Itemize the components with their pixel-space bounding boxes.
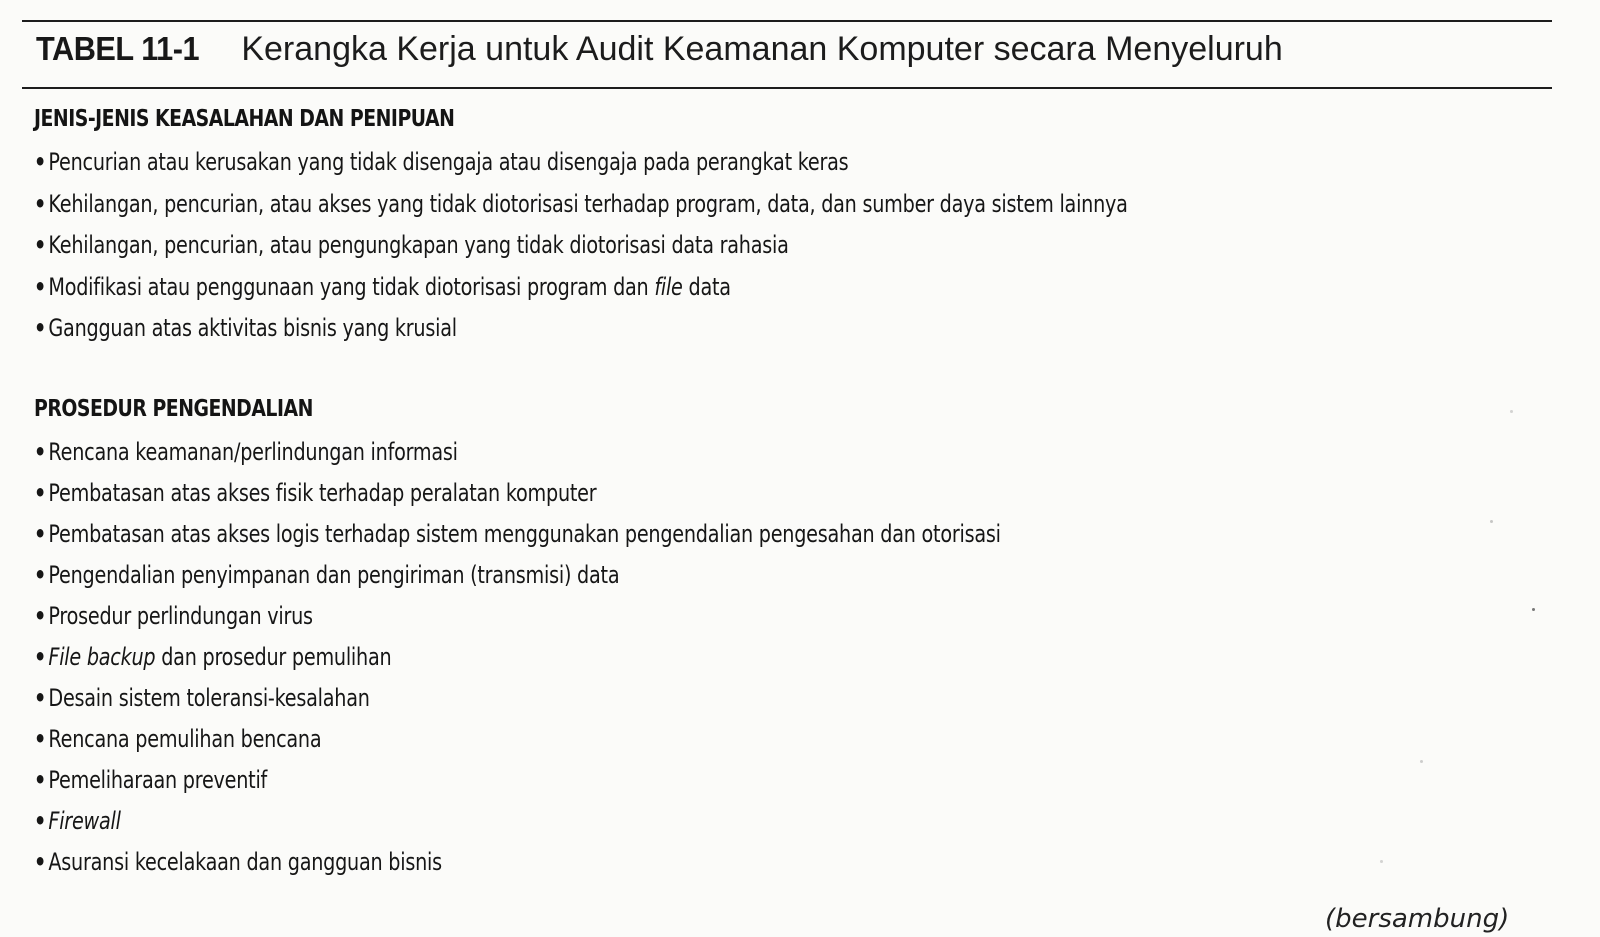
continued-mark: (bersambung)	[1325, 904, 1510, 934]
table-title: Kerangka Kerja untuk Audit Keamanan Komputer secara Menyeluruh	[241, 30, 1283, 68]
item-text: Prosedur perlindungan virus	[48, 602, 313, 630]
table-header-rule	[22, 87, 1552, 89]
list-item	[34, 267, 1234, 309]
item-text: Pemeliharaan preventif	[48, 766, 268, 794]
item-text: Rencana pemulihan bencana	[48, 725, 322, 753]
item-emphasis: file	[654, 272, 683, 301]
item-text: Gangguan atas aktivitas bisnis yang krusial	[48, 314, 457, 342]
bullet-icon: •	[34, 848, 47, 876]
list-item	[34, 637, 1234, 678]
section-control-procedures	[34, 394, 1534, 883]
section-heading: JENIS-JENIS KEASALAHAN DAN PENIPUAN	[34, 106, 455, 132]
list-item	[34, 801, 1234, 842]
bullet-icon: •	[34, 725, 47, 753]
bullet-icon: •	[34, 231, 47, 259]
list-item	[34, 142, 1234, 184]
item-emphasis: Firewall	[48, 807, 121, 835]
item-text: Kehilangan, pencurian, atau pengungkapan yang tidak diotorisasi data rahasia	[48, 231, 789, 259]
scan-speck	[1532, 608, 1535, 611]
scan-speck	[1380, 860, 1383, 863]
list-item	[34, 514, 1234, 555]
scan-speck	[1510, 410, 1513, 413]
item-text: Kehilangan, pencurian, atau akses yang tidak diotorisasi terhadap program, data, dan sumber daya sistem lainnya	[48, 189, 1128, 218]
list-item	[34, 678, 1234, 719]
list-item	[34, 842, 1234, 883]
section-heading: PROSEDUR PENGENDALIAN	[34, 396, 313, 422]
item-text: Pembatasan atas akses logis terhadap sistem menggunakan pengendalian pengesahan dan otorisasi	[48, 520, 1001, 548]
bullet-icon: •	[34, 148, 47, 176]
bullet-icon: •	[34, 272, 47, 301]
bullet-icon: •	[34, 807, 47, 835]
bullet-icon: •	[34, 189, 47, 218]
scan-speck	[1490, 520, 1493, 523]
list-item	[34, 225, 1234, 267]
bullet-icon: •	[34, 602, 47, 630]
item-text: Rencana keamanan/perlindungan informasi	[48, 438, 458, 466]
item-list	[34, 432, 1534, 883]
list-item	[34, 308, 1234, 350]
list-item	[34, 760, 1234, 801]
bullet-icon: •	[34, 479, 47, 507]
bullet-icon: •	[34, 438, 47, 466]
bullet-icon: •	[34, 766, 47, 794]
item-text: Modifikasi atau penggunaan yang tidak diotorisasi program dan	[48, 272, 655, 301]
item-list	[34, 142, 1534, 350]
item-text: Desain sistem toleransi-kesalahan	[48, 684, 370, 712]
bullet-icon: •	[34, 684, 47, 712]
list-item	[34, 473, 1234, 514]
list-item	[34, 596, 1234, 637]
bullet-icon: •	[34, 643, 47, 671]
list-item	[34, 719, 1234, 760]
item-text: Pencurian atau kerusakan yang tidak disengaja atau disengaja pada perangkat keras	[48, 148, 849, 176]
table-top-rule	[22, 20, 1552, 22]
list-item	[34, 432, 1234, 473]
table-title-row	[36, 30, 1283, 78]
item-text-tail: dan prosedur pemulihan	[155, 643, 392, 671]
section-errors-and-fraud	[34, 104, 1534, 350]
item-text: Pembatasan atas akses fisik terhadap peralatan komputer	[48, 479, 597, 507]
table-number: TABEL 11-1	[36, 30, 200, 67]
item-text: Pengendalian penyimpanan dan pengiriman (transmisi) data	[48, 561, 620, 589]
scan-speck	[1420, 760, 1423, 763]
list-item	[34, 555, 1234, 596]
bullet-icon: •	[34, 561, 47, 589]
item-text: Asuransi kecelakaan dan gangguan bisnis	[48, 848, 442, 876]
list-item	[34, 184, 1234, 226]
item-text-tail: data	[682, 272, 731, 301]
bullet-icon: •	[34, 314, 47, 342]
bullet-icon: •	[34, 520, 47, 548]
item-emphasis: File backup	[48, 643, 156, 671]
